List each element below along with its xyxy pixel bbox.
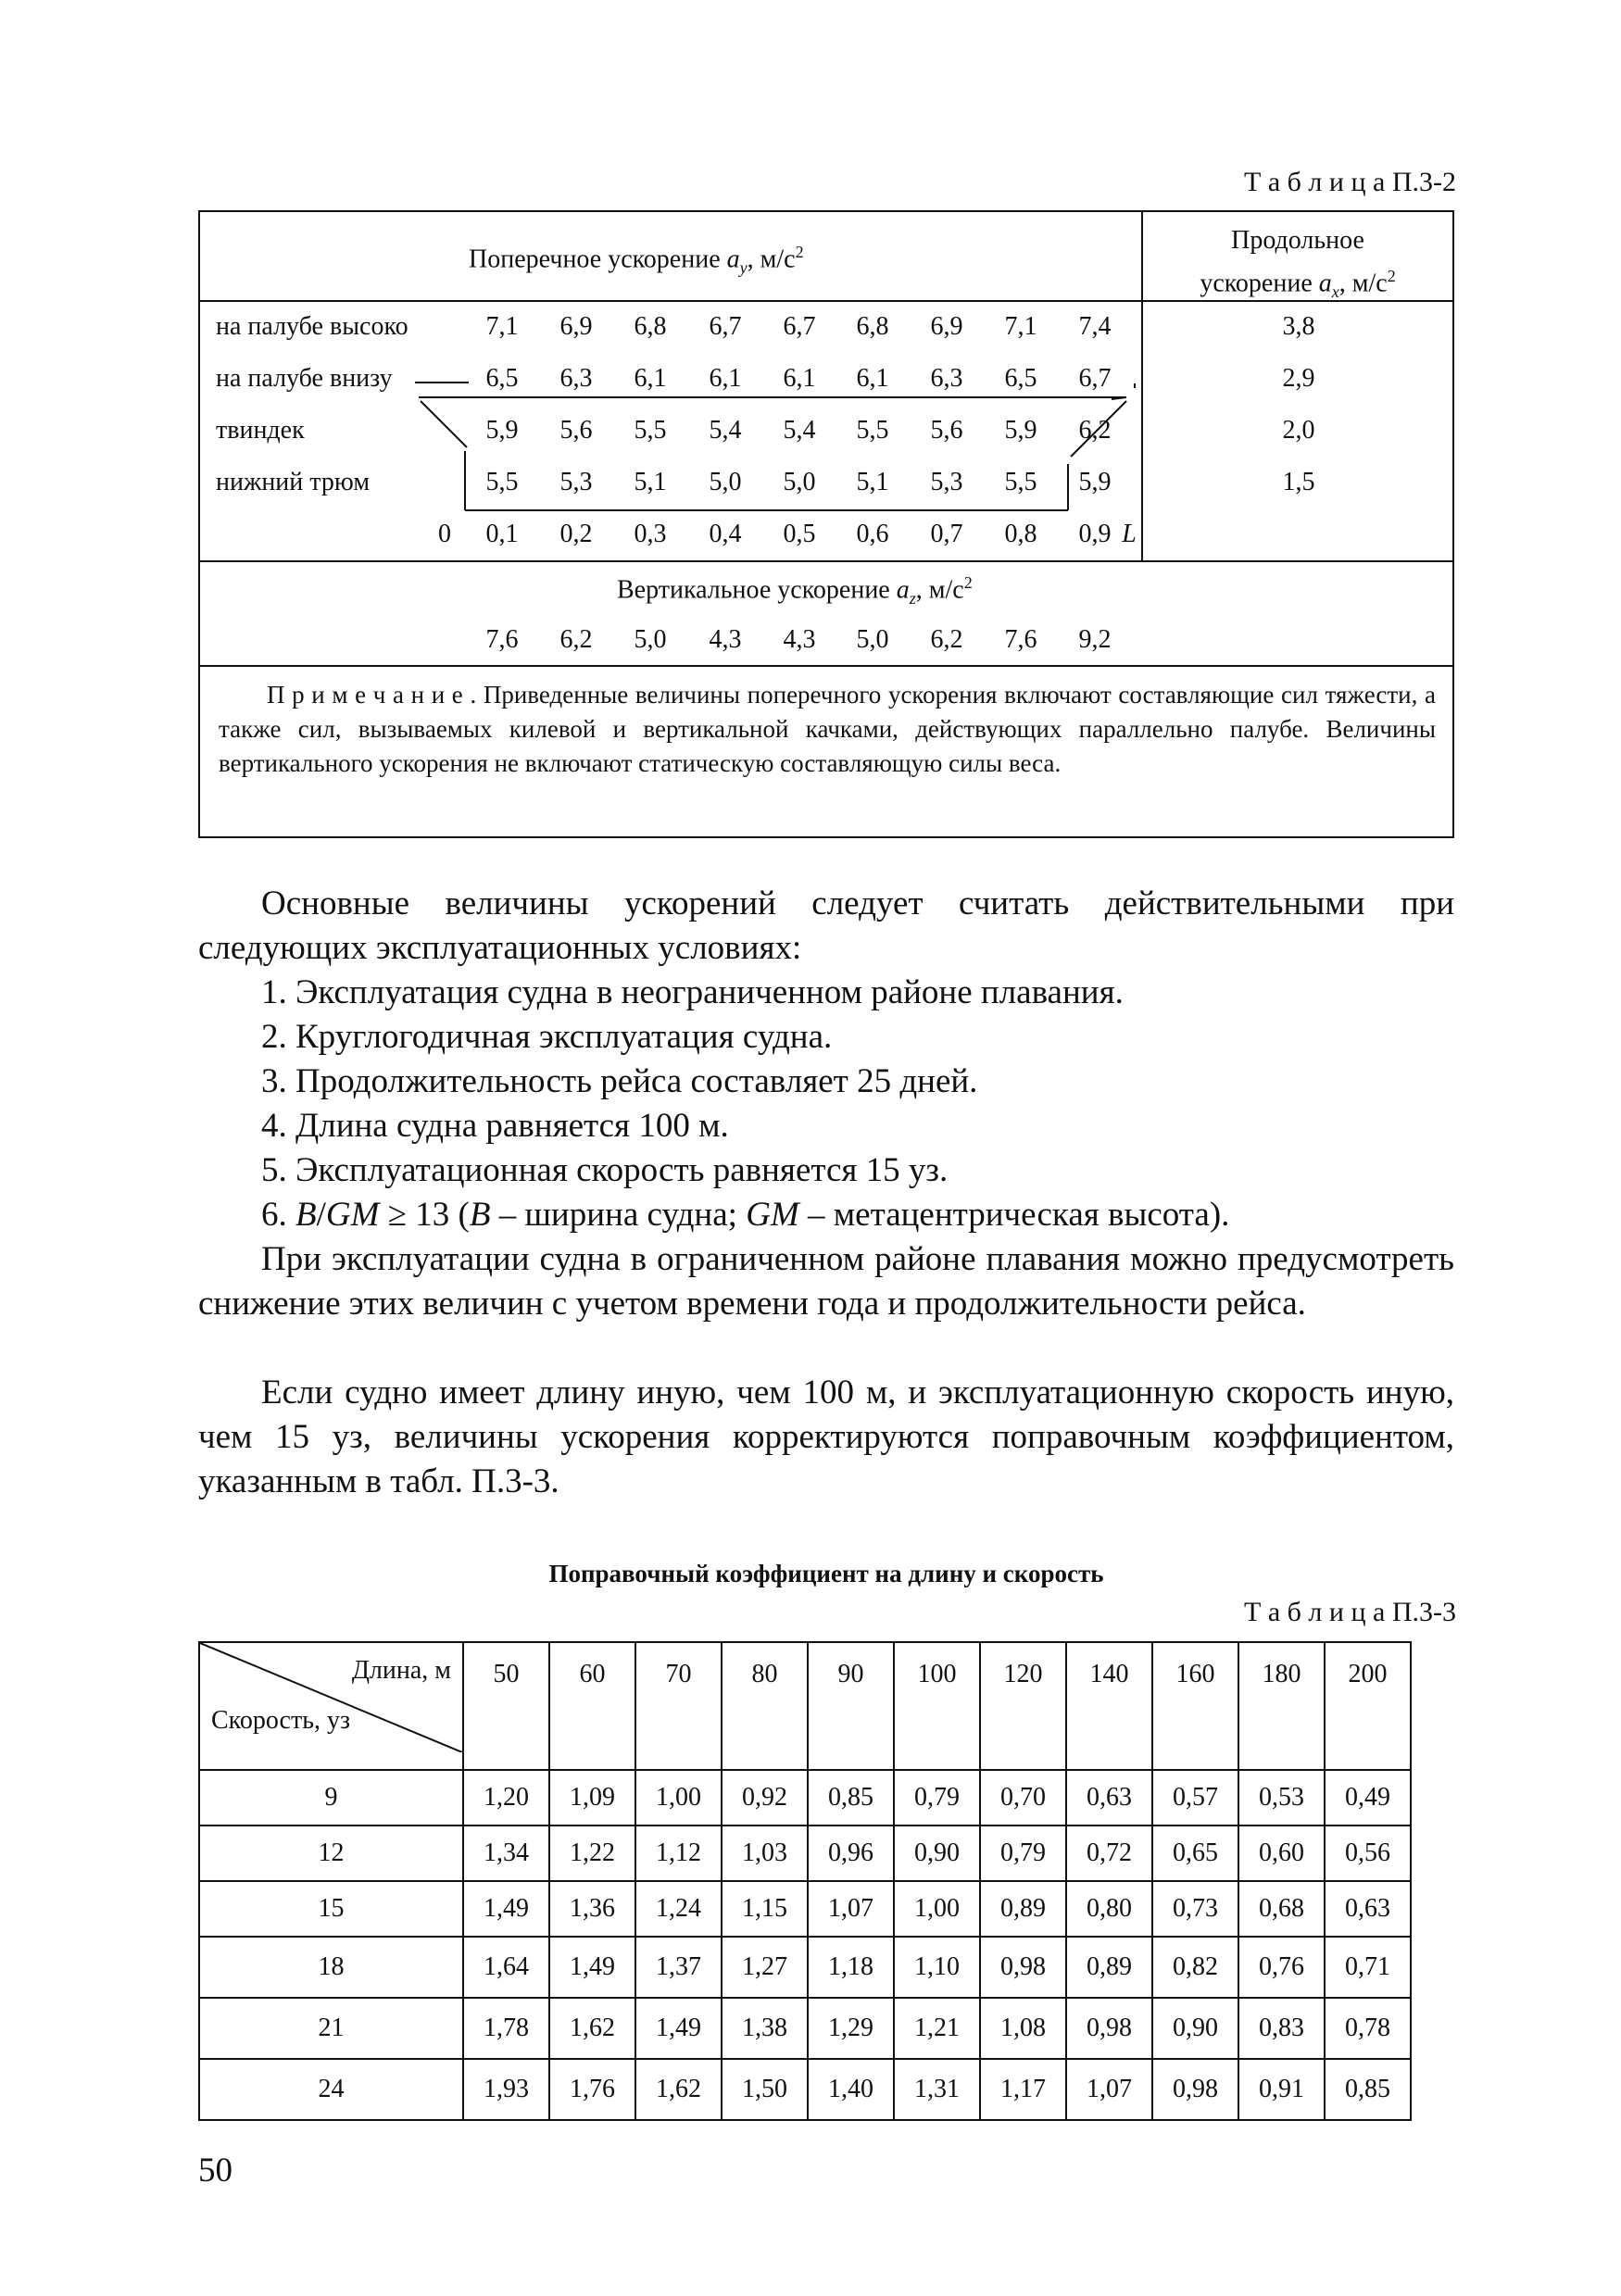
coefficient-cell: 1,20 <box>463 1770 549 1826</box>
longitudinal-value: 2,9 <box>1282 364 1315 393</box>
value: 5,6 <box>930 416 963 445</box>
table-row <box>199 1998 1411 2059</box>
value: 5,6 <box>559 416 593 445</box>
value: 6,2 <box>1078 416 1112 445</box>
coefficient-cell: 1,21 <box>894 1998 980 2059</box>
row-label: нижний трюм <box>216 468 371 496</box>
value: 6,2 <box>930 625 963 654</box>
table-divider <box>200 665 1452 667</box>
table-row <box>199 2059 1411 2120</box>
coefficient-cell: 1,76 <box>549 2059 635 2120</box>
coefficient-cell: 1,62 <box>635 2059 722 2120</box>
list-item: 2. Круглогодичная эксплуатация судна. <box>261 1018 833 1056</box>
coefficient-cell: 1,18 <box>808 1937 894 1998</box>
coefficient-cell: 1,10 <box>894 1937 980 1998</box>
coefficient-cell: 1,22 <box>549 1826 635 1881</box>
value: 5,5 <box>634 416 667 445</box>
value: 6,7 <box>1078 364 1112 393</box>
coefficient-cell: 0,89 <box>1066 1937 1152 1998</box>
intro-paragraph: Основные величины ускорений следует считать действительными при следующих эксплуатационных условиях: <box>198 885 1454 967</box>
value: 6,1 <box>856 364 889 393</box>
column-header: 120 <box>980 1642 1066 1770</box>
paragraph: Если судно имеет длину иную, чем 100 м, и эксплуатационную скорость иную, чем 15 уз, величины ускорения корректируются поправочным коэффициентом, указанным в табл. П.3-3. <box>198 1374 1454 1500</box>
coefficient-cell: 0,91 <box>1238 2059 1325 2120</box>
coefficient-cell: 0,78 <box>1325 1998 1411 2059</box>
position-label: 0 <box>438 520 451 548</box>
coefficient-cell: 0,92 <box>722 1770 808 1826</box>
position-label: 0,4 <box>709 520 742 548</box>
column-header: 100 <box>894 1642 980 1770</box>
coefficient-cell: 0,63 <box>1066 1770 1152 1826</box>
value: 5,5 <box>1004 468 1037 496</box>
column-header: 50 <box>463 1642 549 1770</box>
coefficient-cell: 1,40 <box>808 2059 894 2120</box>
column-header: 160 <box>1152 1642 1238 1770</box>
coefficient-cell: 1,31 <box>894 2059 980 2120</box>
coefficient-cell: 0,79 <box>980 1826 1066 1881</box>
value: 6,2 <box>559 625 593 654</box>
list-item: 6. B/GM ≥ 13 (B – ширина судна; GM – метацентрическая высота). <box>261 1196 1230 1234</box>
coefficient-cell: 1,93 <box>463 2059 549 2120</box>
column-header: 180 <box>1238 1642 1325 1770</box>
column-header: 70 <box>635 1642 722 1770</box>
coefficient-cell: 1,24 <box>635 1881 722 1937</box>
speed-cell: 21 <box>199 1998 463 2059</box>
table-p33 <box>198 1641 1412 2121</box>
longitudinal-value: 1,5 <box>1282 468 1315 496</box>
list-item: 5. Эксплуатационная скорость равняется 15 уз. <box>261 1151 949 1189</box>
coefficient-cell: 1,62 <box>549 1998 635 2059</box>
row-label: на палубе внизу <box>216 364 393 393</box>
coefficient-cell: 0,79 <box>894 1770 980 1826</box>
coefficient-cell: 1,36 <box>549 1881 635 1937</box>
coefficient-cell: 1,49 <box>635 1998 722 2059</box>
coefficient-cell: 0,71 <box>1325 1937 1411 1998</box>
position-label: 0,2 <box>559 520 593 548</box>
coefficient-cell: 1,03 <box>722 1826 808 1881</box>
coefficient-cell: 1,12 <box>635 1826 722 1881</box>
value: 5,0 <box>783 468 816 496</box>
coefficient-cell: 0,83 <box>1238 1998 1325 2059</box>
table-row <box>199 1770 1411 1826</box>
value: 5,1 <box>856 468 889 496</box>
value: 6,1 <box>634 364 667 393</box>
coefficient-cell: 1,29 <box>808 1998 894 2059</box>
coefficient-cell: 0,98 <box>1066 1998 1152 2059</box>
value: 6,8 <box>634 312 667 341</box>
table-note <box>219 678 1436 781</box>
coefficient-cell: 0,63 <box>1325 1881 1411 1937</box>
value: 6,1 <box>783 364 816 393</box>
column-header: 90 <box>808 1642 894 1770</box>
table-p33-title: Поправочный коэффициент на длину и скорость <box>548 1560 1104 1587</box>
column-header: 80 <box>722 1642 808 1770</box>
coefficient-cell: 1,37 <box>635 1937 722 1998</box>
value: 7,1 <box>1004 312 1037 341</box>
longitudinal-acceleration-header: Продольное ускорение $a_x$, $м/с^2$ <box>1200 226 1396 301</box>
table-row <box>199 1826 1411 1881</box>
coefficient-cell: 0,82 <box>1152 1937 1238 1998</box>
coefficient-cell: 1,49 <box>549 1937 635 1998</box>
coefficient-cell: 0,90 <box>1152 1998 1238 2059</box>
vertical-acceleration-header: Вертикальное ускорение $a_z$, $м/с^2$ <box>617 573 973 608</box>
position-label: 0,9 <box>1078 520 1112 548</box>
coefficient-cell: 0,85 <box>808 1770 894 1826</box>
coefficient-cell: 0,80 <box>1066 1881 1152 1937</box>
coefficient-cell: 0,68 <box>1238 1881 1325 1937</box>
value: 5,3 <box>559 468 593 496</box>
coefficient-cell: 1,17 <box>980 2059 1066 2120</box>
value: 6,9 <box>559 312 593 341</box>
value: 5,5 <box>856 416 889 445</box>
speed-axis-label: Скорость, уз <box>211 1706 351 1735</box>
coefficient-cell: 1,09 <box>549 1770 635 1826</box>
speed-cell: 15 <box>199 1881 463 1937</box>
value: 6,9 <box>930 312 963 341</box>
value: 9,2 <box>1078 625 1112 654</box>
longitudinal-value: 2,0 <box>1282 416 1315 445</box>
position-label: L <box>1122 520 1137 548</box>
coefficient-cell: 1,07 <box>1066 2059 1152 2120</box>
coefficient-cell: 1,27 <box>722 1937 808 1998</box>
coefficient-cell: 0,98 <box>1152 2059 1238 2120</box>
value: 5,9 <box>1004 416 1037 445</box>
coefficient-cell: 1,00 <box>635 1770 722 1826</box>
value: 6,7 <box>783 312 816 341</box>
value: 6,1 <box>709 364 742 393</box>
position-label: 0,6 <box>856 520 889 548</box>
table-row <box>199 1937 1411 1998</box>
coefficient-cell: 1,78 <box>463 1998 549 2059</box>
list-item: 4. Длина судна равняется 100 м. <box>261 1107 729 1145</box>
value: 7,4 <box>1078 312 1112 341</box>
coefficient-cell: 0,85 <box>1325 2059 1411 2120</box>
value: 7,6 <box>485 625 519 654</box>
coefficient-cell: 1,49 <box>463 1881 549 1937</box>
column-header: 200 <box>1325 1642 1411 1770</box>
coefficient-cell: 0,96 <box>808 1826 894 1881</box>
column-header: 60 <box>549 1642 635 1770</box>
coefficient-cell: 1,15 <box>722 1881 808 1937</box>
table-header-row <box>199 1642 1411 1770</box>
value: 6,7 <box>709 312 742 341</box>
paragraph: При эксплуатации судна в ограниченном районе плавания можно предусмотреть снижение этих величин с учетом времени года и продолжительности рейса. <box>198 1240 1454 1323</box>
value: 5,9 <box>1078 468 1112 496</box>
lateral-acceleration-header: Поперечное ускорение $a_y$, $м/с^2$ <box>469 243 804 277</box>
value: 5,4 <box>709 416 742 445</box>
coefficient-cell: 0,98 <box>980 1937 1066 1998</box>
table-row <box>199 1881 1411 1937</box>
value: 6,3 <box>930 364 963 393</box>
speed-cell: 24 <box>199 2059 463 2120</box>
note-text: Приведенные величины поперечного ускорения включают составляющие сил тяжести, а также сил, вызываемых килевой и вертикальной качками, действующих параллельно палубе. Величины вертикального ускорения не включают статическую составляющую силы веса. <box>219 681 1436 777</box>
speed-cell: 9 <box>199 1770 463 1826</box>
value: 5,0 <box>856 625 889 654</box>
position-label: 0,7 <box>930 520 963 548</box>
coefficient-cell: 0,60 <box>1238 1826 1325 1881</box>
coefficient-cell: 1,34 <box>463 1826 549 1881</box>
value: 5,4 <box>783 416 816 445</box>
position-label: 0,5 <box>783 520 816 548</box>
row-label: на палубе высоко <box>216 312 408 341</box>
column-header: 140 <box>1066 1642 1152 1770</box>
value: 7,1 <box>485 312 519 341</box>
value: 6,5 <box>1004 364 1037 393</box>
coefficient-cell: 0,89 <box>980 1881 1066 1937</box>
coefficient-cell: 1,08 <box>980 1998 1066 2059</box>
row-label: твиндек <box>216 416 305 445</box>
value: 6,5 <box>485 364 519 393</box>
coefficient-cell: 1,64 <box>463 1937 549 1998</box>
value: 4,3 <box>709 625 742 654</box>
coefficient-cell: 0,53 <box>1238 1770 1325 1826</box>
page-number: 50 <box>198 2152 232 2189</box>
coefficient-cell: 1,07 <box>808 1881 894 1937</box>
coefficient-cell: 0,57 <box>1152 1770 1238 1826</box>
coefficient-cell: 0,49 <box>1325 1770 1411 1826</box>
position-label: 0,8 <box>1004 520 1037 548</box>
table-p32 <box>198 210 1454 838</box>
value: 5,3 <box>930 468 963 496</box>
speed-cell: 12 <box>199 1826 463 1881</box>
table-p32-caption: Т а б л и ц а П.3-2 <box>1244 167 1456 197</box>
coefficient-cell: 0,73 <box>1152 1881 1238 1937</box>
list-item: 1. Эксплуатация судна в неограниченном районе плавания. <box>261 973 1124 1011</box>
position-label: 0,1 <box>485 520 519 548</box>
longitudinal-value: 3,8 <box>1282 312 1315 341</box>
coefficient-cell: 1,00 <box>894 1881 980 1937</box>
value: 6,3 <box>559 364 593 393</box>
speed-cell: 18 <box>199 1937 463 1998</box>
coefficient-cell: 0,65 <box>1152 1826 1238 1881</box>
coefficient-cell: 0,90 <box>894 1826 980 1881</box>
corner-cell <box>199 1642 463 1770</box>
value: 4,3 <box>783 625 816 654</box>
value: 5,0 <box>709 468 742 496</box>
coefficient-cell: 0,72 <box>1066 1826 1152 1881</box>
value: 7,6 <box>1004 625 1037 654</box>
list-item: 3. Продолжительность рейса составляет 25 дней. <box>261 1062 978 1100</box>
coefficient-cell: 0,70 <box>980 1770 1066 1826</box>
value: 5,1 <box>634 468 667 496</box>
value: 5,0 <box>634 625 667 654</box>
note-label: П р и м е ч а н и е . <box>267 681 477 709</box>
coefficient-cell: 0,56 <box>1325 1826 1411 1881</box>
length-axis-label: Длина, м <box>351 1656 451 1685</box>
value: 5,9 <box>485 416 519 445</box>
table-p33-caption: Т а б л и ц а П.3-3 <box>1244 1597 1456 1627</box>
coefficient-cell: 1,38 <box>722 1998 808 2059</box>
position-label: 0,3 <box>634 520 667 548</box>
coefficient-cell: 1,50 <box>722 2059 808 2120</box>
value: 5,5 <box>485 468 519 496</box>
coefficient-cell: 0,76 <box>1238 1937 1325 1998</box>
value: 6,8 <box>856 312 889 341</box>
